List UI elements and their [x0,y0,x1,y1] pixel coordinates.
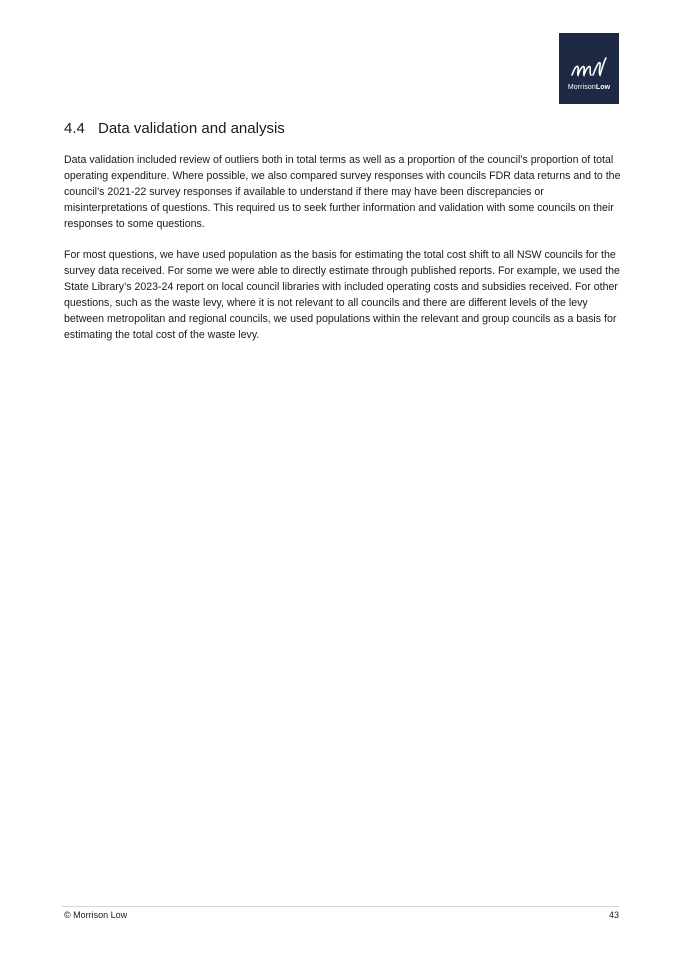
logo-wordmark [559,84,619,91]
page-number: 43 [608,910,619,920]
morrison-low-mark-icon [569,55,609,81]
section-number: 4.4 [64,120,85,137]
logo-text-bold: Low [595,84,611,91]
section-heading [64,120,285,137]
body-paragraph: Data validation included review of outliers both in total terms as well as a proportion of the council’s proportion of total operating expenditure. Where possible, we also compared survey responses with councils FDR data returns and to the council’s 2021-22 survey responses if available to understand if there may have been discrepancies or misinterpretations of questions. This required us to seek further information and validation with some councils on their responses to some questions. [64,154,621,231]
logo-text-regular: Morrison [567,84,596,91]
footer-copyright: © Morrison Low [64,910,128,920]
section-title: Data validation and analysis [98,120,285,137]
company-logo [559,33,619,104]
footer-divider [62,906,619,907]
body-paragraph: For most questions, we have used population as the basis for estimating the total cost shift to all NSW councils for the survey data received. For some we were able to directly estimate through published reports. For example, we used the State Library’s 2023-24 report on local council libraries with included operating costs and subsidies received. For other questions, such as the waste levy, where it is not relevant to all councils and there are different levels of the levy between metropolitan and regional councils, we used populations within the relevant and group councils as a basis for estimating the total cost of the waste levy. [64,249,620,342]
